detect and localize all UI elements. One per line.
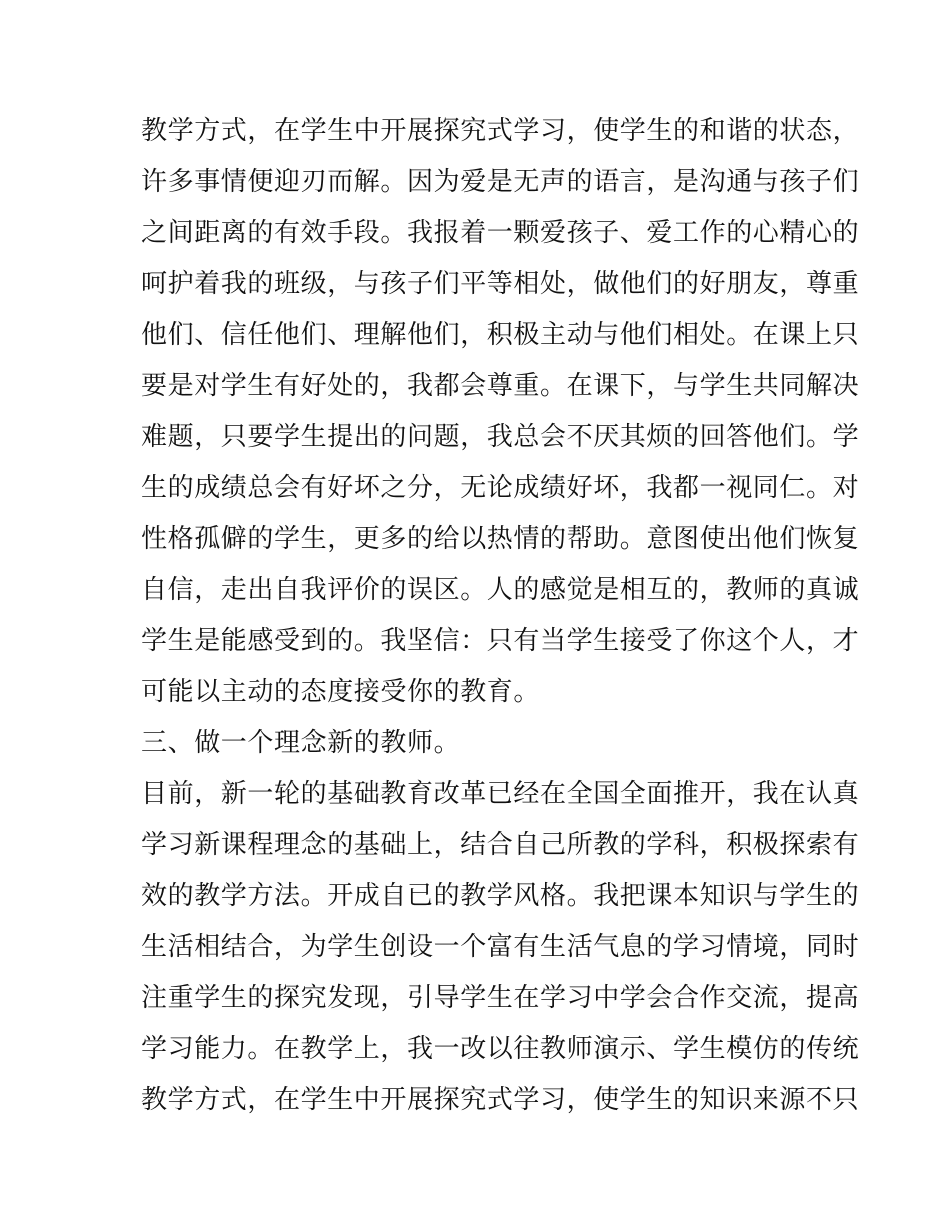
text-line: 许多事情便迎刃而解。因为爱是无声的语言，是沟通与孩子们 xyxy=(141,167,860,197)
text-line: 注重学生的探究发现，引导学生在学习中学会合作交流，提高 xyxy=(141,983,860,1013)
text-line: 生的成绩总会有好坏之分，无论成绩好坏，我都一视同仁。对 xyxy=(141,473,860,503)
text-line: 自信，走出自我评价的误区。人的感觉是相互的，教师的真诚 xyxy=(141,575,860,605)
text-line: 呵护着我的班级，与孩子们平等相处，做他们的好朋友，尊重 xyxy=(141,269,860,299)
text-line: 教学方式，在学生中开展探究式学习，使学生的和谐的状态， xyxy=(141,116,860,146)
text-line: 性格孤僻的学生，更多的给以热情的帮助。意图使出他们恢复 xyxy=(141,524,860,554)
text-line: 学习新课程理念的基础上，结合自己所教的学科，积极探索有 xyxy=(141,830,860,860)
text-line: 教学方式，在学生中开展探究式学习，使学生的知识来源不只 xyxy=(141,1085,860,1115)
text-line: 学习能力。在教学上，我一改以往教师演示、学生模仿的传统 xyxy=(141,1034,860,1064)
text-line: 可能以主动的态度接受你的教育。 xyxy=(141,677,541,707)
text-line: 他们、信任他们、理解他们，积极主动与他们相处。在课上只 xyxy=(141,320,860,350)
text-line: 之间距离的有效手段。我报着一颗爱孩子、爱工作的心精心的 xyxy=(141,218,860,248)
text-line: 难题，只要学生提出的问题，我总会不厌其烦的回答他们。学 xyxy=(141,422,860,452)
text-line: 要是对学生有好处的，我都会尊重。在课下，与学生共同解决 xyxy=(141,371,860,401)
text-line: 效的教学方法。开成自已的教学风格。我把课本知识与学生的 xyxy=(141,881,860,911)
body-text xyxy=(141,106,860,1126)
text-line: 目前，新一轮的基础教育改革已经在全国全面推开，我在认真 xyxy=(141,779,860,809)
section-heading: 三、做一个理念新的教师。 xyxy=(141,728,461,758)
text-line: 生活相结合，为学生创设一个富有生活气息的学习情境，同时 xyxy=(141,932,860,962)
text-line: 学生是能感受到的。我坚信：只有当学生接受了你这个人，才 xyxy=(141,626,860,656)
